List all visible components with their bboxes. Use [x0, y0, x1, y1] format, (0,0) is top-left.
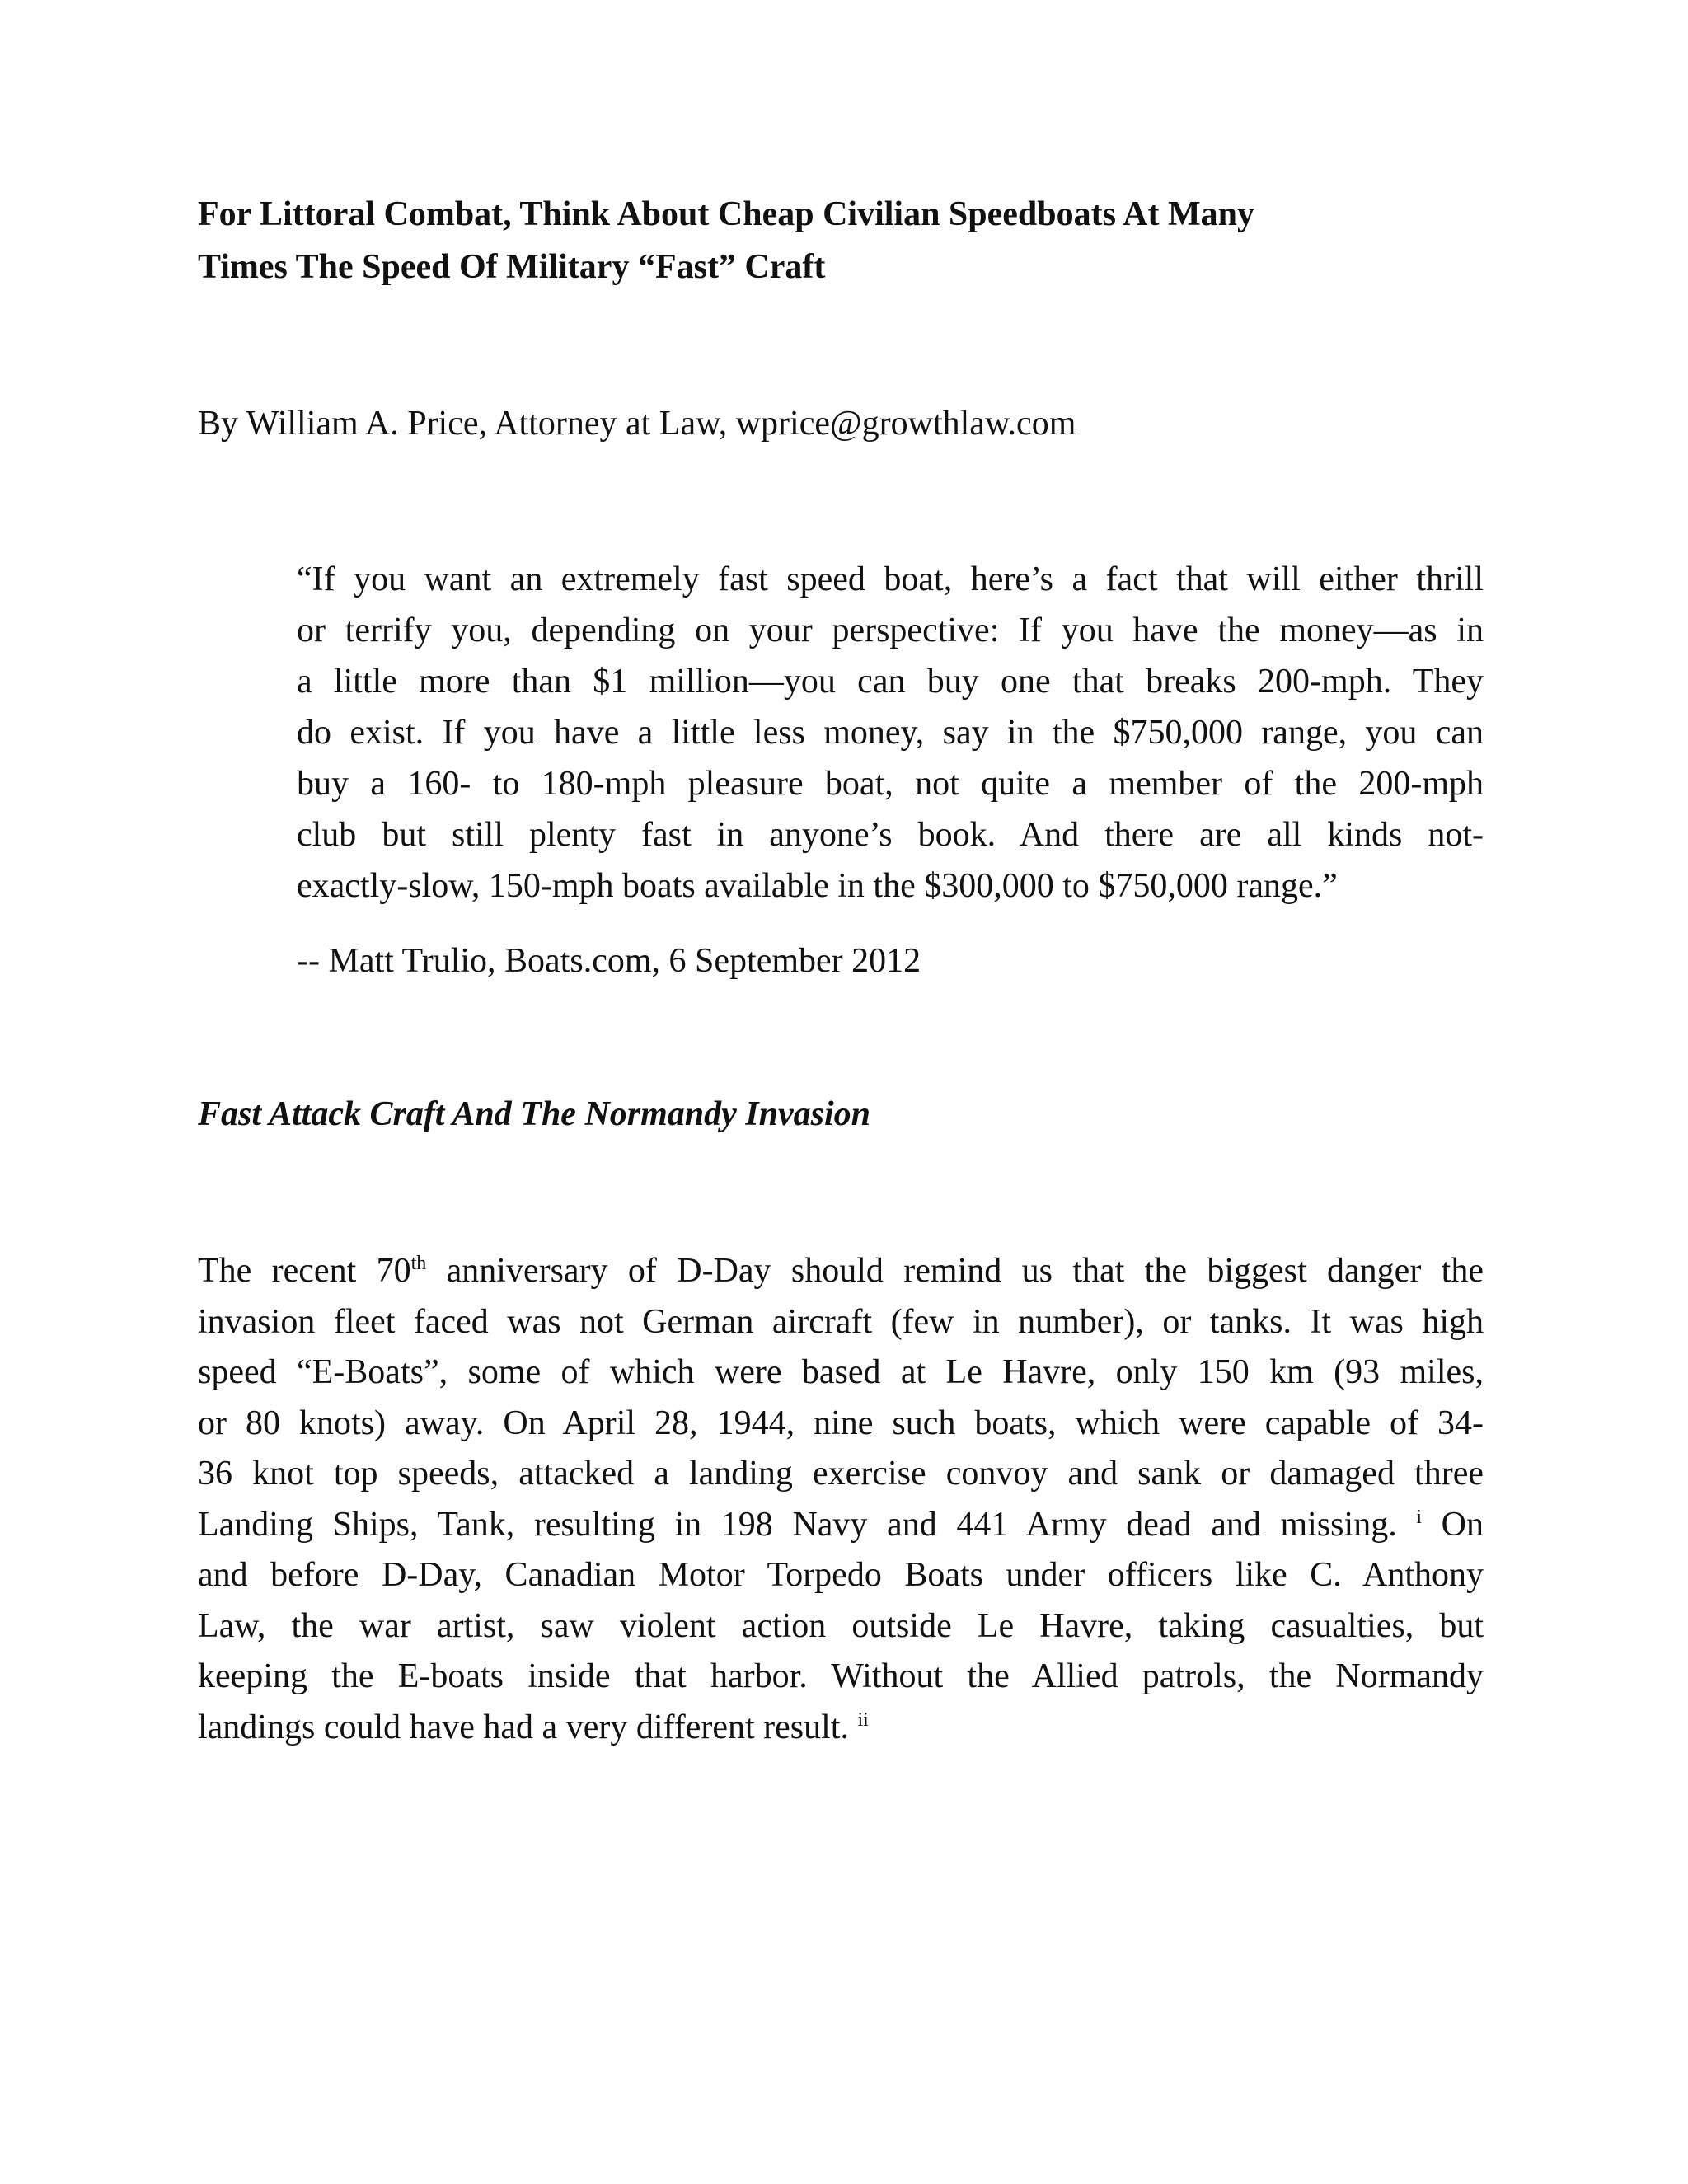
section-heading-text: Fast Attack Craft And The Normandy Invasion	[198, 1095, 871, 1133]
body-text-fragment: anniversary of D-Day should remind us that the biggest danger the	[426, 1252, 1484, 1290]
body-line: and before D-Day, Canadian Motor Torpedo Boats under officers like C. Anthony	[198, 1556, 1484, 1594]
quote-line: a little more than $1 million—you can buy one that breaks 200-mph. They	[297, 663, 1484, 701]
body-line	[198, 1246, 1484, 1297]
body-line	[198, 1500, 1484, 1551]
document-title	[198, 188, 1484, 293]
body-line: Law, the war artist, saw violent action outside Le Havre, taking casualties, but	[198, 1606, 1484, 1645]
body-text-fragment: On	[1422, 1505, 1484, 1544]
quote-attribution	[297, 936, 1484, 986]
attribution-text: -- Matt Trulio, Boats.com, 6 September 2012	[297, 942, 921, 980]
epigraph-quote	[297, 554, 1484, 912]
quote-line: exactly-slow, 150-mph boats available in the $300,000 to $750,000 range.”	[297, 867, 1338, 905]
ordinal-superscript: th	[410, 1253, 427, 1274]
quote-line: “If you want an extremely fast speed boat, here’s a fact that will either thrill	[297, 560, 1484, 598]
body-line: invasion fleet faced was not German aircraft (few in number), or tanks. It was high	[198, 1302, 1484, 1341]
quote-line: do exist. If you have a little less money, say in the $750,000 range, you can	[297, 714, 1484, 752]
body-paragraph	[198, 1246, 1484, 1753]
body-text-fragment: The recent 70	[198, 1252, 411, 1290]
endnote-marker[interactable]: ii	[857, 1708, 869, 1731]
quote-line: club but still plenty fast in anyone’s book. And there are all kinds not-	[297, 816, 1484, 854]
body-line	[198, 1703, 1484, 1754]
body-text-fragment: Landing Ships, Tank, resulting in 198 Navy and 441 Army dead and missing.	[198, 1505, 1417, 1544]
title-line: For Littoral Combat, Think About Cheap Civilian Speedboats At Many	[198, 195, 1254, 233]
body-line: or 80 knots) away. On April 28, 1944, nine such boats, which were capable of 34-	[198, 1404, 1484, 1442]
title-line: Times The Speed Of Military “Fast” Craft	[198, 248, 826, 286]
section-heading	[198, 1090, 1484, 1139]
quote-line: or terrify you, depending on your perspective: If you have the money—as in	[297, 612, 1484, 649]
body-line: keeping the E-boats inside that harbor. Without the Allied patrols, the Normandy	[198, 1657, 1484, 1695]
quote-line: buy a 160- to 180-mph pleasure boat, not quite a member of the 200-mph	[297, 765, 1484, 803]
byline-text: By William A. Price, Attorney at Law, wprice@growthlaw.com	[198, 405, 1076, 443]
body-line: 36 knot top speeds, attacked a landing exercise convoy and sank or damaged three	[198, 1455, 1484, 1493]
body-text-fragment: landings could have had a very different result.	[198, 1708, 858, 1746]
byline	[198, 399, 1484, 448]
endnote-marker[interactable]: i	[1416, 1506, 1423, 1528]
body-line: speed “E-Boats”, some of which were based at Le Havre, only 150 km (93 miles,	[198, 1353, 1484, 1391]
